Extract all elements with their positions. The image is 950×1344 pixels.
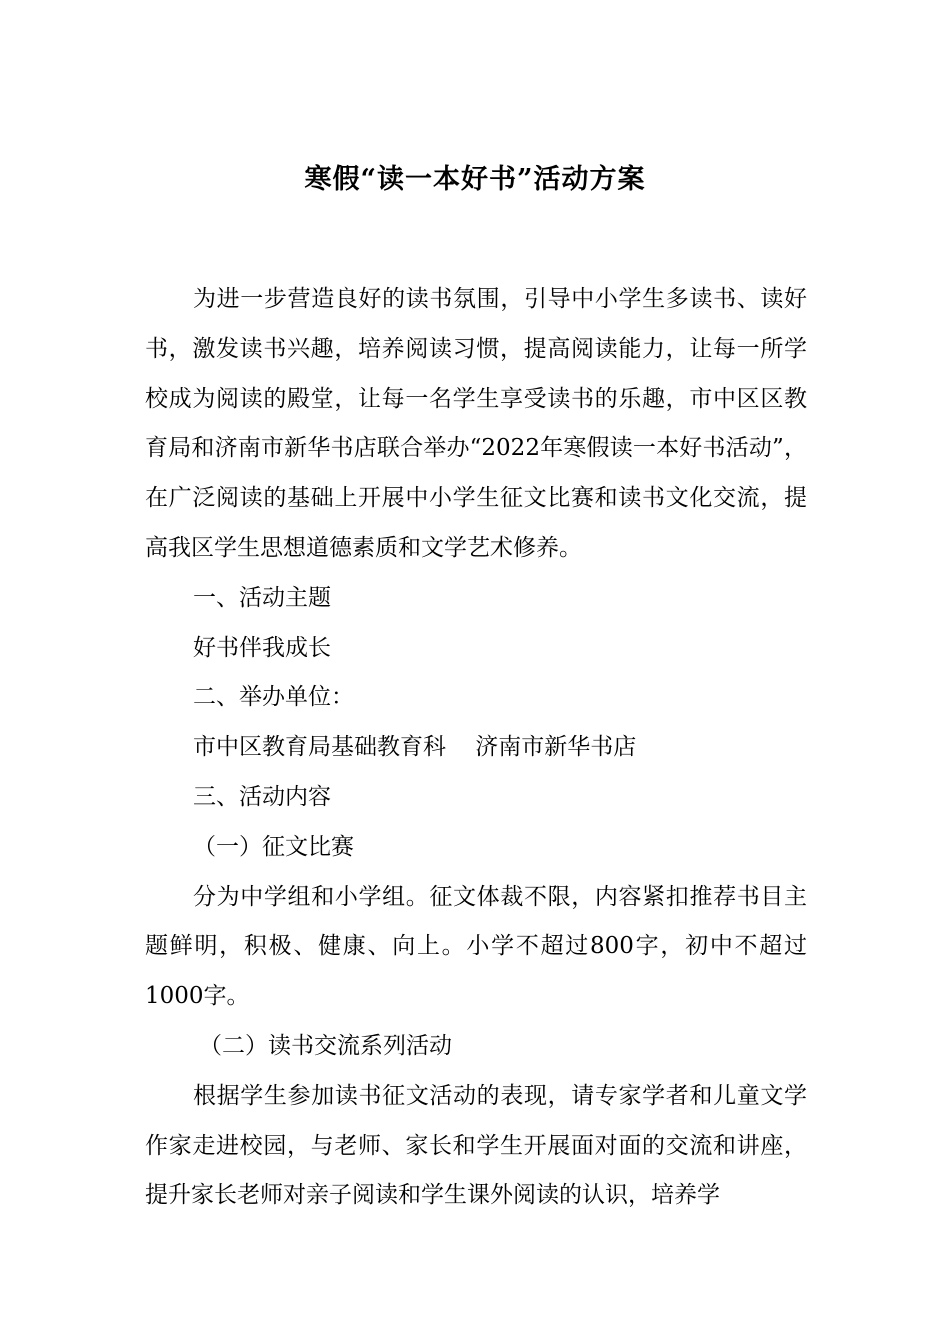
intro-paragraph: 为进一步营造良好的读书氛围，引导中小学生多读书、读好书，激发读书兴趣，培养阅读习惯，提高阅读能力，让每一所学校成为阅读的殿堂，让每一名学生享受读书的乐趣，市中区区教育局和济南市新华书店联合举办“2022年寒假读一本好书活动”，在广泛阅读的基础上开展中小学生征文比赛和读书文化交流，提高我区学生思想道德素质和文学艺术修养。 bbox=[145, 286, 807, 561]
theme-text: 好书伴我成长 bbox=[193, 634, 331, 661]
essay-paragraph: 分为中学组和小学组。征文体裁不限，内容紧扣推荐书目主题鲜明，积极、健康、向上。小学不超过800字，初中不超过1000字。 bbox=[145, 883, 807, 1010]
section-heading-theme: 一、活动主题 bbox=[193, 584, 331, 611]
organizers-text: 市中区教育局基础教育科 济南市新华书店 bbox=[193, 734, 637, 761]
section-heading-organizers: 二、举办单位： bbox=[193, 684, 354, 711]
subsection-heading-exchange: （二）读书交流系列活动 bbox=[199, 1032, 452, 1059]
document-title: 寒假“读一本好书”活动方案 bbox=[304, 164, 646, 195]
document-body bbox=[145, 275, 807, 1221]
exchange-paragraph: 根据学生参加读书征文活动的表现，请专家学者和儿童文学作家走进校园，与老师、家长和学生开展面对面的交流和讲座，提升家长老师对亲子阅读和学生课外阅读的认识，培养学 bbox=[145, 1082, 807, 1209]
section-heading-content: 三、活动内容 bbox=[193, 783, 331, 810]
subsection-heading-essay: （一）征文比赛 bbox=[193, 833, 354, 860]
